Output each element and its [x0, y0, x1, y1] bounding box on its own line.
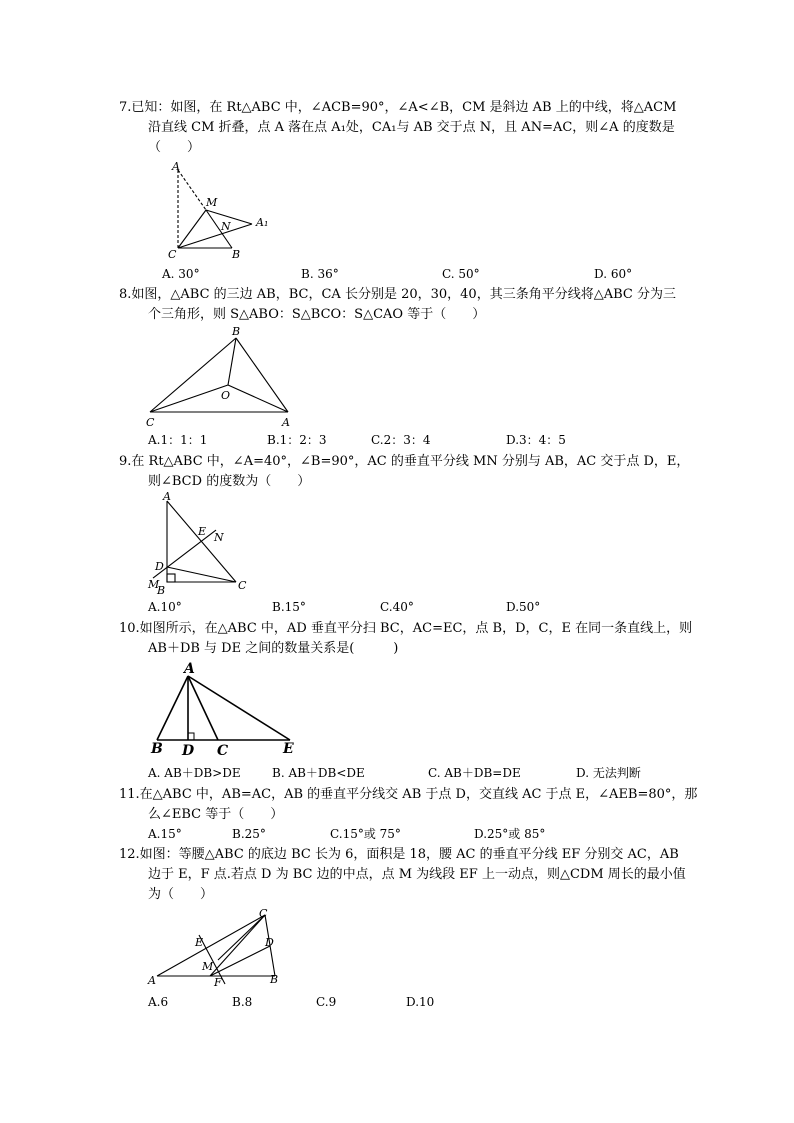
q9-option-b: B.15° — [272, 600, 306, 614]
q9-label-e: E — [198, 525, 207, 538]
q9-label-a: A — [163, 490, 171, 503]
q12-line2: 边于 E，F 点.若点 D 为 BC 边的中点，点 M 为线段 EF 上一动点，则△CDM 周长的最小值 — [148, 867, 686, 882]
q9-label-m: M — [148, 578, 160, 591]
q8-option-c: C.2：3：4 — [371, 433, 431, 447]
q9-label-c: C — [238, 579, 247, 592]
q12-label-e: E — [195, 936, 204, 949]
q7-label-a: A — [172, 160, 180, 173]
q12-label-b: B — [270, 973, 279, 986]
q8-label-c: C — [146, 416, 155, 429]
q12-option-c: C.9 — [316, 995, 337, 1009]
q7-option-b: B. 36° — [301, 267, 339, 281]
q7-label-n: N — [221, 220, 231, 233]
q11-line1: 11.在△ABC 中，AB=AC，AB 的垂直平分线交 AB 于点 D，交直线 AC 于点 E，∠AEB=80°，那 — [119, 787, 698, 802]
q9-option-d: D.50° — [506, 600, 541, 614]
q10-label-e: E — [283, 741, 294, 757]
q8-option-a: A.1：1：1 — [148, 433, 208, 447]
q12-option-a: A.6 — [148, 995, 169, 1009]
q8-label-a: A — [282, 416, 290, 429]
q8-line2: 个三角形，则 S△ABO：S△BCO：S△CAO 等于（ ） — [148, 307, 486, 322]
q12-label-d: D — [265, 936, 274, 949]
q10-option-b: B. AB＋DB<DE — [272, 766, 365, 780]
q12-option-b: B.8 — [232, 995, 253, 1009]
q9-label-n: N — [214, 531, 224, 544]
q8-option-b: B.1：2：3 — [267, 433, 327, 447]
q11-option-b: B.25° — [232, 827, 266, 841]
q9-option-c: C.40° — [380, 600, 414, 614]
q11-line2: 么∠EBC 等于（ ） — [148, 807, 284, 822]
q7-label-b: B — [232, 248, 241, 261]
q10-line2: AB＋DB 与 DE 之间的数量关系是( ) — [148, 641, 399, 656]
q9-option-a: A.10° — [148, 600, 182, 614]
q12-label-m: M — [202, 960, 214, 973]
q12-line3: 为（ ） — [148, 887, 214, 902]
q10-label-d: D — [182, 743, 195, 759]
q8-label-b: B — [232, 325, 241, 338]
q7-line1: 7.已知：如图，在 Rt△ABC 中，∠ACB=90°，∠A<∠B，CM 是斜边 AB 上的中线，将△ACM — [119, 100, 677, 115]
q7-label-a1: A₁ — [256, 216, 269, 229]
q7-option-c: C. 50° — [442, 267, 480, 281]
q7-line3: （ ） — [148, 140, 201, 155]
q8-option-d: D.3：4：5 — [506, 433, 566, 447]
q9-line2: 则∠BCD 的度数为（ ） — [148, 474, 311, 489]
q9-label-d: D — [155, 560, 164, 573]
q8-line1: 8.如图，△ABC 的三边 AB，BC，CA 长分别是 20，30，40，其三条角平分线将△ABC 分为三 — [119, 287, 676, 302]
q7-line2: 沿直线 CM 折叠，点 A 落在点 A₁处，CA₁与 AB 交于点 N，且 AN=AC，则∠A 的度数是 — [148, 120, 675, 135]
q10-label-a: A — [184, 661, 195, 677]
q10-option-a: A. AB＋DB>DE — [148, 766, 241, 780]
q12-option-d: D.10 — [406, 995, 435, 1009]
q11-option-d: D.25°或 85° — [474, 827, 546, 841]
q10-label-c: C — [217, 743, 229, 759]
q9-label-b: B — [157, 584, 166, 597]
q12-label-f: F — [214, 976, 222, 989]
q11-option-a: A.15° — [148, 827, 182, 841]
q12-label-c: C — [259, 907, 268, 920]
q10-option-c: C. AB＋DB=DE — [428, 766, 521, 780]
q9-line1: 9.在 Rt△ABC 中，∠A=40°，∠B=90°，AC 的垂直平分线 MN 分别与 AB，AC 交于点 D，E， — [119, 454, 690, 469]
q12-label-a: A — [148, 974, 156, 987]
q10-option-d: D. 无法判断 — [576, 766, 641, 780]
q11-option-c: C.15°或 75° — [330, 827, 401, 841]
q8-label-o: O — [221, 389, 231, 402]
q7-option-a: A. 30° — [162, 267, 200, 281]
q12-line1: 12.如图：等腰△ABC 的底边 BC 长为 6，面积是 18，腰 AC 的垂直平分线 EF 分别交 AC，AB — [119, 847, 679, 862]
q7-label-m: M — [206, 196, 218, 209]
q7-option-d: D. 60° — [594, 267, 633, 281]
q10-label-b: B — [151, 741, 163, 757]
q10-line1: 10.如图所示，在△ABC 中，AD 垂直平分扫 BC，AC=EC，点 B，D，C，E 在同一条直线上，则 — [119, 621, 693, 636]
q7-label-c: C — [168, 248, 177, 261]
